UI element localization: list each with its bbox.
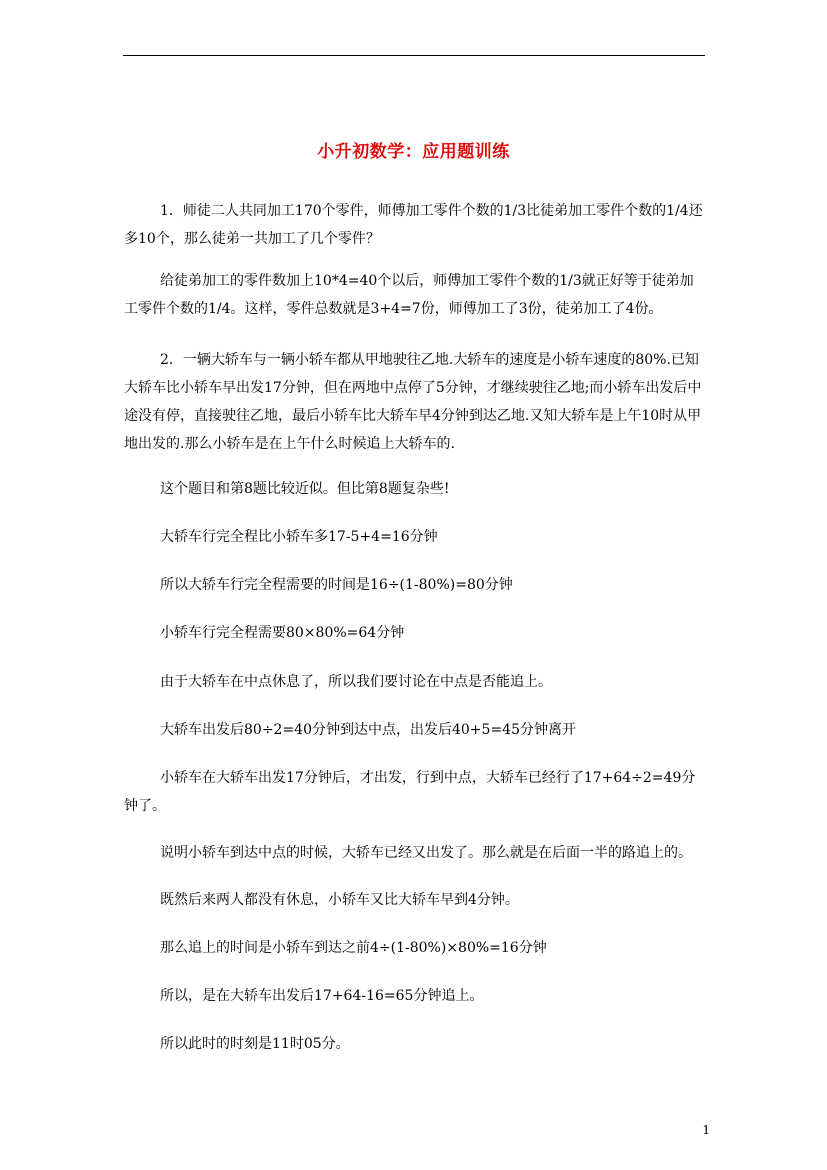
solution-line: 小轿车在大轿车出发17分钟后，才出发，行到中点，大轿车已经行了17+64÷2=49分钟了。	[124, 770, 696, 814]
header-rule	[123, 55, 705, 56]
solution-line: 所以此时的时刻是11时05分。	[160, 1036, 350, 1052]
problem-1-text: 1．师徒二人共同加工170个零件，师傅加工零件个数的1/3比徒弟加工零件个数的1/4还多10个，那么徒弟一共加工了几个零件？	[124, 203, 703, 247]
solution-line: 所以大轿车行完全程需要的时间是16÷(1-80%)=80分钟	[160, 577, 513, 593]
page-title: 小升初数学：应用题训练	[317, 142, 510, 162]
solution-line: 既然后来两人都没有休息，小轿车又比大轿车早到4分钟。	[160, 892, 519, 908]
solution-line: 所以，是在大轿车出发后17+64-16=65分钟追上。	[160, 988, 484, 1004]
solution-line: 由于大轿车在中点休息了，所以我们要讨论在中点是否能追上。	[160, 674, 552, 690]
solution-line: 大轿车出发后80÷2=40分钟到达中点，出发后40+5=45分钟离开	[160, 722, 576, 738]
solution-1-text: 给徒弟加工的零件数加上10*4=40个以后，师傅加工零件个数的1/3就正好等于徒弟加工零件个数的1/4。这样，零件总数就是3+4=7份，师傅加工了3份，徒弟加工了4份。	[124, 273, 694, 317]
problem-2-text: 2．一辆大轿车与一辆小轿车都从甲地驶往乙地.大轿车的速度是小轿车速度的80%.已知大轿车比小轿车早出发17分钟，但在两地中点停了5分钟，才继续驶往乙地;而小轿车出发后中途没有停，直接驶往乙地，最后小轿车比大轿车早4分钟到达乙地.又知大轿车是上午10时从甲地出发的.那么小轿车是在上午什么时候追上大轿车的.	[124, 352, 702, 452]
solution-line: 那么追上的时间是小轿车到达之前4÷(1-80%)×80%=16分钟	[160, 940, 547, 956]
solution-line: 大轿车行完全程比小轿车多17-5+4=16分钟	[160, 529, 438, 545]
solution-line: 这个题目和第8题比较近似。但比第8题复杂些!	[160, 481, 450, 497]
page-number: 1	[702, 1123, 710, 1137]
solution-line: 说明小轿车到达中点的时候，大轿车已经又出发了。那么就是在后面一半的路追上的。	[160, 845, 692, 861]
solution-line: 小轿车行完全程需要80×80%=64分钟	[160, 625, 405, 641]
